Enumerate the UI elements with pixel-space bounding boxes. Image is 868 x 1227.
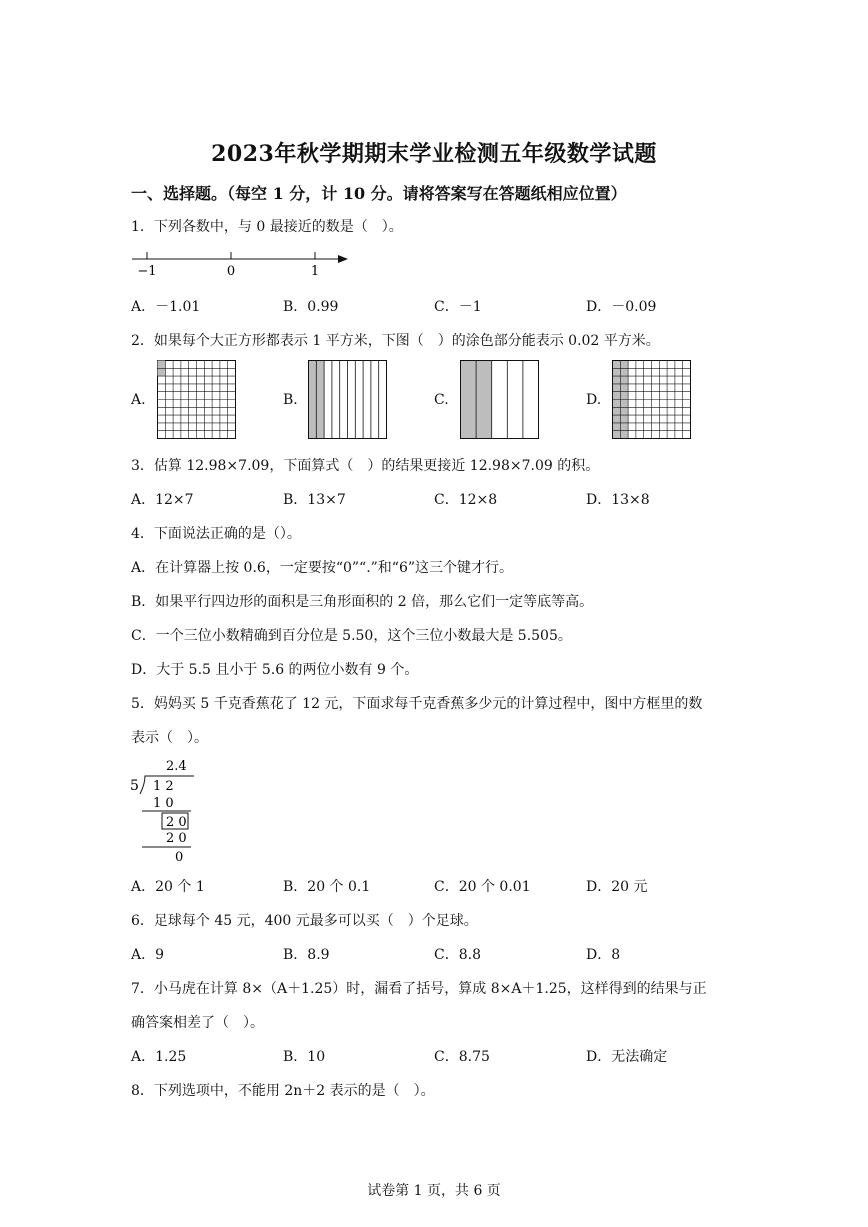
option-a[interactable]: A．20 个 1: [131, 879, 205, 895]
tick-label: −1: [137, 264, 157, 278]
option-c[interactable]: C．8.8: [434, 947, 481, 963]
option-a[interactable]: A．－1.01: [131, 299, 201, 315]
divisor: 5: [130, 778, 139, 794]
option-a[interactable]: A．9: [131, 947, 165, 963]
grid-a[interactable]: [157, 360, 237, 440]
tick-label: 1: [310, 264, 320, 278]
option-d[interactable]: D．8: [586, 947, 621, 963]
question-5: 5．妈妈买 5 千克香蕉花了 12 元，下面求每千克香蕉多少元的计算过程中，图中方框里的数: [131, 696, 703, 712]
option-b[interactable]: B．8.9: [283, 947, 330, 963]
question-2: 2．如果每个大正方形都表示 1 平方米，下图（ ）的涂色部分能表示 0.02 平方米。: [131, 333, 660, 349]
step3: 2 0: [166, 831, 187, 846]
option-b[interactable]: B．13×7: [283, 492, 346, 508]
option-a[interactable]: A．1.25: [131, 1049, 187, 1065]
question-5-line2: 表示（ ）。: [131, 730, 208, 746]
option-a[interactable]: A．在计算器上按 0.6，一定要按“0”“.”和“6”这三个键才行。: [131, 560, 514, 576]
question-3: 3．估算 12.98×7.09，下面算式（ ）的结果更接近 12.98×7.09 的积。: [131, 458, 600, 474]
dividend: 1 2: [153, 779, 174, 794]
long-division: [128, 756, 208, 866]
question-7-line2: 确答案相差了（ ）。: [131, 1015, 264, 1031]
page-footer: 试卷第 1 页，共 6 页: [367, 1183, 501, 1199]
option-c[interactable]: C．－1: [434, 299, 482, 315]
option-b[interactable]: B．0.99: [283, 299, 339, 315]
number-line: [128, 246, 353, 278]
option-b[interactable]: B．10: [283, 1049, 326, 1065]
option-b[interactable]: B．如果平行四边形的面积是三角形面积的 2 倍，那么它们一定等底等高。: [131, 594, 594, 610]
grid-b[interactable]: [308, 360, 388, 440]
question-8: 8．下列选项中，不能用 2n＋2 表示的是（ ）。: [131, 1083, 435, 1099]
option-a-label[interactable]: A.: [131, 392, 146, 408]
page-title: 2023年秋学期期末学业检测五年级数学试题: [211, 141, 657, 167]
option-d[interactable]: D．13×8: [586, 492, 650, 508]
option-d[interactable]: D．大于 5.5 且小于 5.6 的两位小数有 9 个。: [131, 662, 419, 678]
step2: 2 0: [166, 815, 187, 830]
option-c[interactable]: C．12×8: [434, 492, 498, 508]
option-d-label[interactable]: D.: [586, 392, 602, 408]
option-b-label[interactable]: B.: [283, 392, 298, 408]
option-c[interactable]: C．一个三位小数精确到百分位是 5.50，这个三位小数最大是 5.505。: [131, 628, 572, 644]
option-c-label[interactable]: C.: [434, 392, 449, 408]
option-d[interactable]: D．－0.09: [586, 299, 657, 315]
option-c[interactable]: C．8.75: [434, 1049, 490, 1065]
remainder: 0: [175, 850, 184, 865]
tick-label: 0: [226, 264, 236, 278]
option-a[interactable]: A．12×7: [131, 492, 194, 508]
quotient: 2.4: [166, 759, 187, 774]
grid-d[interactable]: [612, 360, 692, 440]
grid-c[interactable]: [460, 360, 540, 440]
step1: 1 0: [153, 796, 174, 811]
question-1: 1．下列各数中，与 0 最接近的数是（ ）。: [131, 219, 403, 235]
option-d[interactable]: D．无法确定: [586, 1049, 668, 1065]
section-heading: 一、选择题。（每空 1 分，计 10 分。请将答案写在答题纸相应位置）: [131, 184, 627, 203]
option-c[interactable]: C．20 个 0.01: [434, 879, 531, 895]
option-b[interactable]: B．20 个 0.1: [283, 879, 371, 895]
question-7: 7．小马虎在计算 8×（A＋1.25）时，漏看了括号，算成 8×A＋1.25，这样得到的结果与正: [131, 981, 707, 997]
question-6: 6．足球每个 45 元，400 元最多可以买（ ）个足球。: [131, 913, 478, 929]
option-d[interactable]: D．20 元: [586, 879, 648, 895]
question-4: 4．下面说法正确的是（）。: [131, 526, 301, 542]
